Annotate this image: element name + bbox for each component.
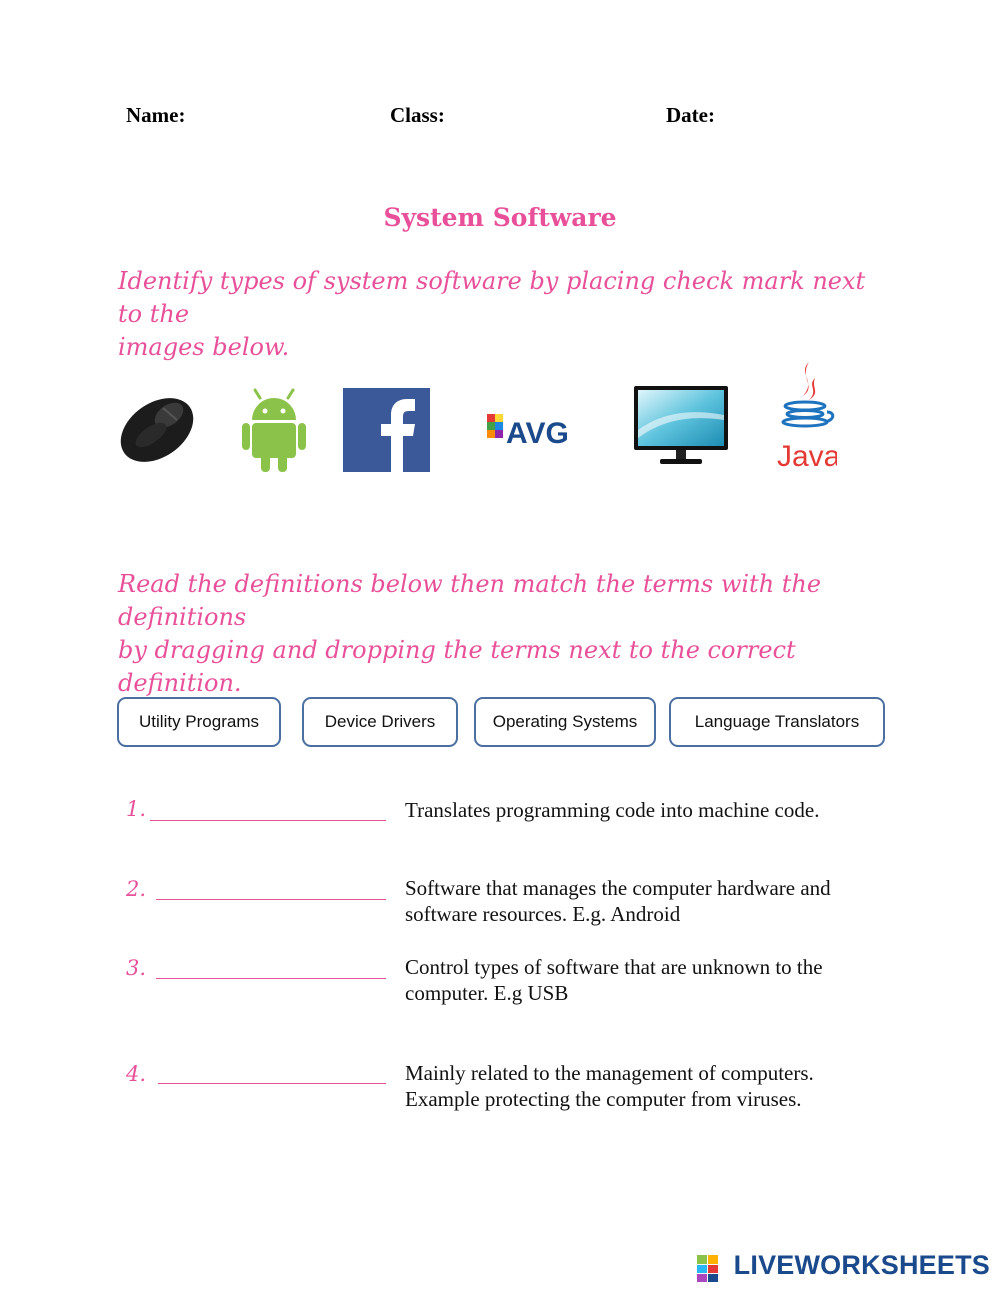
- monitor-icon: [632, 360, 730, 475]
- drop-zone-1[interactable]: [150, 820, 386, 821]
- term-device-drivers[interactable]: Device Drivers: [302, 697, 458, 747]
- check-instructions-line2: images below.: [118, 333, 290, 361]
- liveworksheets-brand[interactable]: LIVEWORKSHEETS: [733, 1250, 990, 1280]
- definition-2: [405, 875, 895, 927]
- check-instructions-line1: Identify types of system software by placing check mark next to the: [118, 267, 866, 328]
- match-instructions-line2: by dragging and dropping the terms next to the correct definition.: [118, 636, 796, 697]
- term-language-translators[interactable]: Language Translators: [669, 697, 885, 747]
- android-icon: [240, 360, 308, 475]
- blank-number-3: 3.: [126, 956, 147, 980]
- match-instructions: [118, 568, 878, 700]
- definition-4-line1: Mainly related to the management of computers.: [405, 1061, 814, 1085]
- facebook-image[interactable]: [343, 360, 431, 475]
- name-label: Name:: [126, 103, 186, 127]
- java-icon: [773, 360, 837, 475]
- class-label: Class:: [390, 103, 445, 127]
- term-operating-systems[interactable]: Operating Systems: [474, 697, 656, 747]
- drop-zone-3[interactable]: [156, 978, 386, 979]
- term-utility-programs[interactable]: Utility Programs: [117, 697, 281, 747]
- android-image[interactable]: [240, 360, 308, 475]
- date-label: Date:: [666, 103, 715, 127]
- definition-1: [405, 797, 895, 823]
- blank-number-2: 2.: [126, 877, 147, 901]
- drop-zone-2[interactable]: [156, 899, 386, 900]
- monitor-image[interactable]: [632, 360, 730, 475]
- definition-3: [405, 954, 895, 1006]
- java-label: Java: [777, 440, 837, 473]
- definition-3-line1: Control types of software that are unknown to the: [405, 955, 823, 979]
- definition-2-line2: software resources. E.g. Android: [405, 902, 681, 926]
- java-image[interactable]: [773, 360, 837, 475]
- avg-label: AVG: [506, 417, 569, 450]
- drop-zone-4[interactable]: [158, 1083, 386, 1084]
- definition-4-line2: Example protecting the computer from viruses.: [405, 1087, 802, 1111]
- check-instructions: [118, 265, 878, 364]
- avg-image[interactable]: [485, 360, 575, 475]
- facebook-icon: [343, 360, 431, 475]
- blank-number-4: 4.: [126, 1062, 147, 1086]
- blank-number-1: 1.: [126, 797, 147, 821]
- mouse-image[interactable]: [115, 360, 200, 475]
- page-title: System Software: [383, 203, 617, 232]
- definition-3-line2: computer. E.g USB: [405, 981, 569, 1005]
- liveworksheets-logo-icon: [697, 1255, 719, 1283]
- match-instructions-line1: Read the definitions below then match the terms with the definitions: [118, 570, 822, 631]
- definition-4: [405, 1060, 895, 1112]
- avg-icon: [485, 360, 575, 475]
- definition-1-line1: Translates programming code into machine code.: [405, 798, 820, 822]
- definition-2-line1: Software that manages the computer hardware and: [405, 876, 831, 900]
- mouse-icon: [115, 360, 200, 475]
